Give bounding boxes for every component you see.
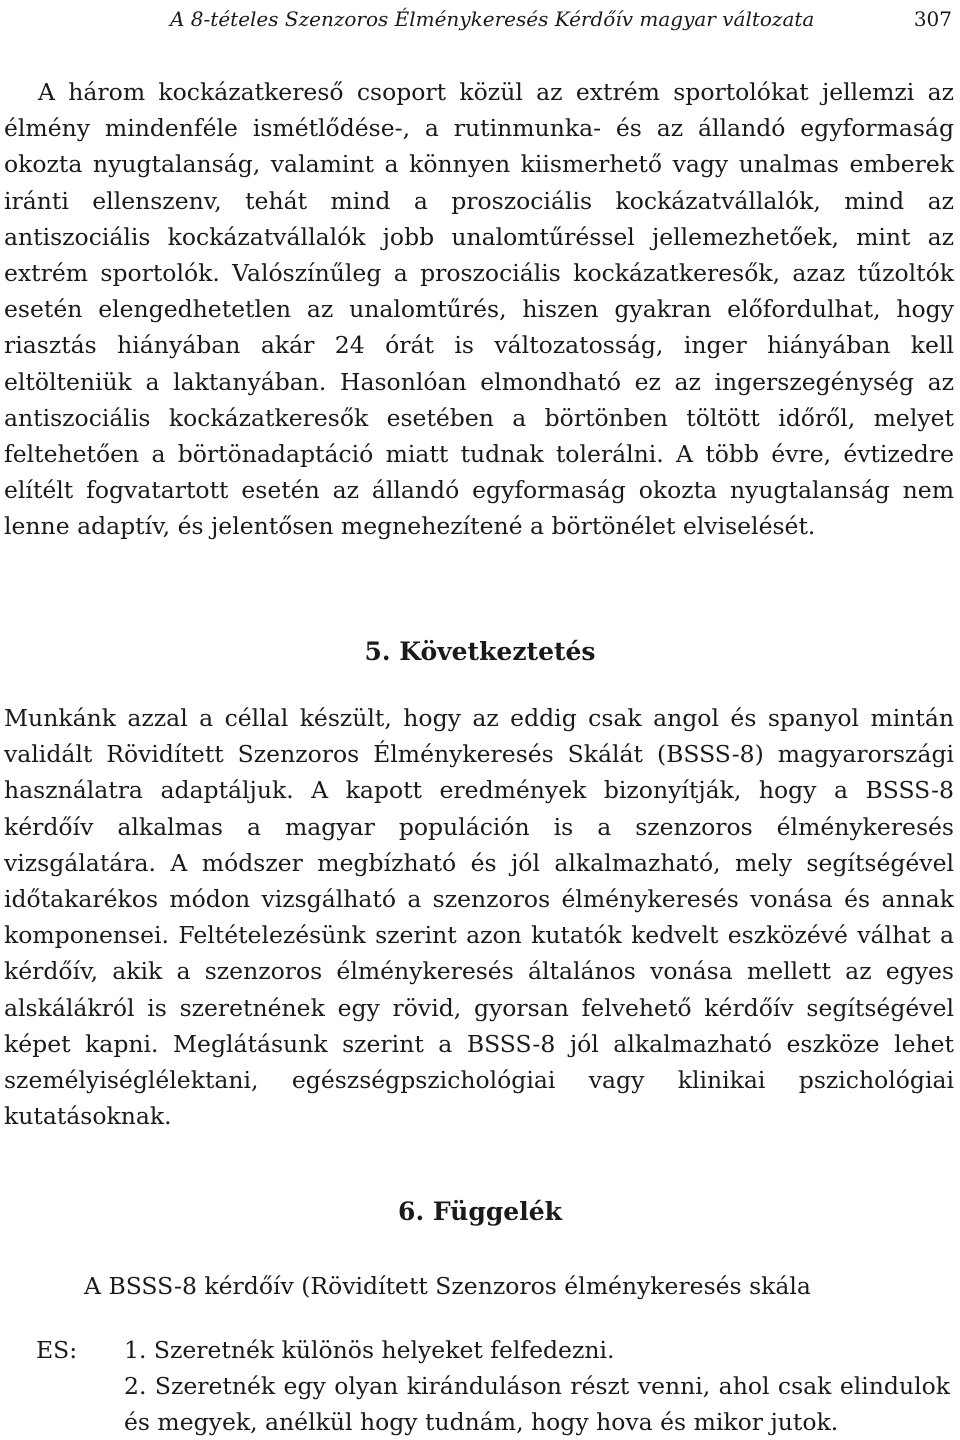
page-number: 307: [913, 7, 952, 31]
running-header: [170, 4, 952, 34]
questionnaire-items: [124, 1332, 950, 1440]
appendix-title: A BSSS-8 kérdőív (Rövidített Szenzoros élménykeresés skála: [84, 1272, 811, 1300]
section-heading-appendix: 6. Függelék: [398, 1197, 562, 1226]
paragraph-conclusion: Munkánk azzal a céllal készült, hogy az eddig csak angol és spanyol mintán validált Rövidített Szenzoros Élménykeresés Skálát (BSSS-8) magyarországi használatra adaptáljuk. A kapott eredmények bizonyítják, hogy a BSSS-8 kérdőív alkalmas a magyar populáción is a szenzoros élménykeresés vizsgálatára. A módszer megbízható és jól alkalmazható, mely segítségével időtakarékos módon vizsgálható a szenzoros élménykeresés vonása és annak komponensei. Feltételezésünk szerint azon kutatók kedvelt eszközévé válhat a kérdőív, akik a szenzoros élménykeresés általános vonása mellett az egyes alskálákról is szeretnének egy rövid, gyorsan felvehető kérdőív segítségével képet kapni. Meglátásunk szerint a BSSS-8 jól alkalmazható eszköze lehet személyiséglélektani, egészségpszichológiai vagy klinikai pszichológiai kutatásoknak.: [4, 704, 954, 1131]
section-heading-conclusion: 5. Következtetés: [364, 637, 596, 666]
questionnaire-item: 2. Szeretnék egy olyan kiránduláson részt venni, ahol csak elindulok és megyek, anélkül hogy tudnám, hogy hova és mikor jutok.: [124, 1372, 950, 1436]
questionnaire-item: 1. Szeretnék különös helyeket felfedezni.: [124, 1336, 615, 1364]
running-header-title: A 8-tételes Szenzoros Élménykeresés Kérdőív magyar változata: [170, 7, 815, 31]
scale-label: ES:: [36, 1336, 78, 1364]
paragraph-risk-seekers: A három kockázatkereső csoport közül az extrém sportolókat jellemzi az élmény mindenféle ismétlődése-, a rutinmunka- és az állandó egyformaság okozta nyugtalanság, valamint a könnyen kiismerhető vagy unalmas emberek iránti ellenszenv, tehát mind a proszociális kockázatvállalók, mind az antiszociális kockázatvállalók jobb unalomtűréssel jellemezhetőek, mint az extrém sportolók. Valószínűleg a proszociális kockázatkeresők, azaz tűzoltók esetén elengedhetetlen az unalomtűrés, hiszen gyakran előfordulhat, hogy riasztás hiányában akár 24 órát is változatosság, inger hiányában kell eltölteniük a laktanyában. Hasonlóan elmondható ez az ingerszegénység az antiszociális kockázatkeresők esetében a börtönben töltött időről, melyet feltehetően a börtönadaptáció miatt tudnak tolerálni. A több évre, évtizedre elítélt fogvatartott esetén az állandó egyformaság okozta nyugtalanság nem lenne adaptív, és jelentősen megnehezítené a börtönélet elviselését.: [4, 78, 954, 541]
